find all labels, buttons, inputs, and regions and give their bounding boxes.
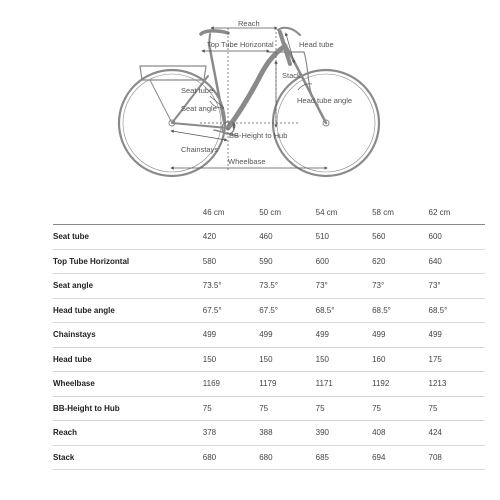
table-cell: 68.5° [429, 298, 485, 323]
table-cell: 75 [429, 396, 485, 421]
table-cell: 685 [316, 445, 372, 470]
table-cell: 150 [259, 347, 315, 372]
stack-label: Stack [282, 71, 301, 80]
table-cell: 510 [316, 225, 372, 250]
size-header: 46 cm [203, 200, 259, 225]
reach-label: Reach [238, 19, 260, 28]
size-header-row [53, 200, 485, 225]
table-cell: 73° [372, 274, 428, 299]
table-cell: 73.5° [259, 274, 315, 299]
table-cell: 378 [203, 421, 259, 446]
table-cell: 600 [429, 225, 485, 250]
table-cell: 580 [203, 249, 259, 274]
table-cell: 499 [372, 323, 428, 348]
row-label: Chainstays [53, 323, 203, 348]
table-cell: 424 [429, 421, 485, 446]
table-cell: 73° [316, 274, 372, 299]
table-cell: 150 [316, 347, 372, 372]
head-tube-angle-label: Head tube angle [297, 96, 353, 105]
table-cell: 67.5° [259, 298, 315, 323]
table-cell: 1192 [372, 372, 428, 397]
table-row [53, 274, 485, 299]
table-cell: 680 [203, 445, 259, 470]
table-cell: 499 [429, 323, 485, 348]
geometry-table [53, 200, 485, 470]
top-tube-horizontal-label: Top Tube Horizontal [207, 40, 274, 49]
row-label: BB-Height to Hub [53, 396, 203, 421]
size-header: 62 cm [429, 200, 485, 225]
row-label: Reach [53, 421, 203, 446]
size-header: 58 cm [372, 200, 428, 225]
table-cell: 460 [259, 225, 315, 250]
row-label: Seat tube [53, 225, 203, 250]
row-label: Head tube [53, 347, 203, 372]
table-cell: 560 [372, 225, 428, 250]
bike-geometry-diagram [0, 0, 500, 190]
table-cell: 75 [203, 396, 259, 421]
table-cell: 73.5° [203, 274, 259, 299]
table-cell: 67.5° [203, 298, 259, 323]
table-row [53, 372, 485, 397]
table-cell: 708 [429, 445, 485, 470]
table-cell: 590 [259, 249, 315, 274]
table-cell: 150 [203, 347, 259, 372]
table-cell: 160 [372, 347, 428, 372]
table-cell: 680 [259, 445, 315, 470]
table-cell: 1169 [203, 372, 259, 397]
bb-height-to-hub-label: BB-Height to Hub [229, 131, 288, 140]
row-label: Stack [53, 445, 203, 470]
table-cell: 68.5° [316, 298, 372, 323]
table-cell: 175 [429, 347, 485, 372]
header-empty-cell [53, 200, 203, 225]
table-cell: 499 [316, 323, 372, 348]
table-row [53, 347, 485, 372]
table-row [53, 323, 485, 348]
table-cell: 75 [372, 396, 428, 421]
row-label: Top Tube Horizontal [53, 249, 203, 274]
table-cell: 1171 [316, 372, 372, 397]
table-cell: 1179 [259, 372, 315, 397]
row-label: Seat angle [53, 274, 203, 299]
table-row [53, 445, 485, 470]
table-cell: 408 [372, 421, 428, 446]
table-cell: 388 [259, 421, 315, 446]
table-cell: 620 [372, 249, 428, 274]
table-cell: 640 [429, 249, 485, 274]
table-cell: 390 [316, 421, 372, 446]
table-row [53, 225, 485, 250]
seat-angle-label: Seat angle [181, 104, 217, 113]
table-cell: 499 [203, 323, 259, 348]
table-row [53, 298, 485, 323]
table-cell: 75 [259, 396, 315, 421]
chainstays-label: Chainstays [181, 145, 219, 154]
row-label: Head tube angle [53, 298, 203, 323]
table-cell: 73° [429, 274, 485, 299]
seat-tube-label: Seat tube [181, 86, 214, 95]
size-header: 50 cm [259, 200, 315, 225]
table-row [53, 421, 485, 446]
table-row [53, 249, 485, 274]
table-row [53, 396, 485, 421]
table-cell: 68.5° [372, 298, 428, 323]
row-label: Wheelbase [53, 372, 203, 397]
size-header: 54 cm [316, 200, 372, 225]
wheelbase-label: Wheelbase [228, 157, 266, 166]
table-cell: 499 [259, 323, 315, 348]
table-cell: 694 [372, 445, 428, 470]
head-tube-label: Head tube [299, 40, 334, 49]
table-cell: 420 [203, 225, 259, 250]
table-cell: 600 [316, 249, 372, 274]
table-cell: 75 [316, 396, 372, 421]
table-cell: 1213 [429, 372, 485, 397]
